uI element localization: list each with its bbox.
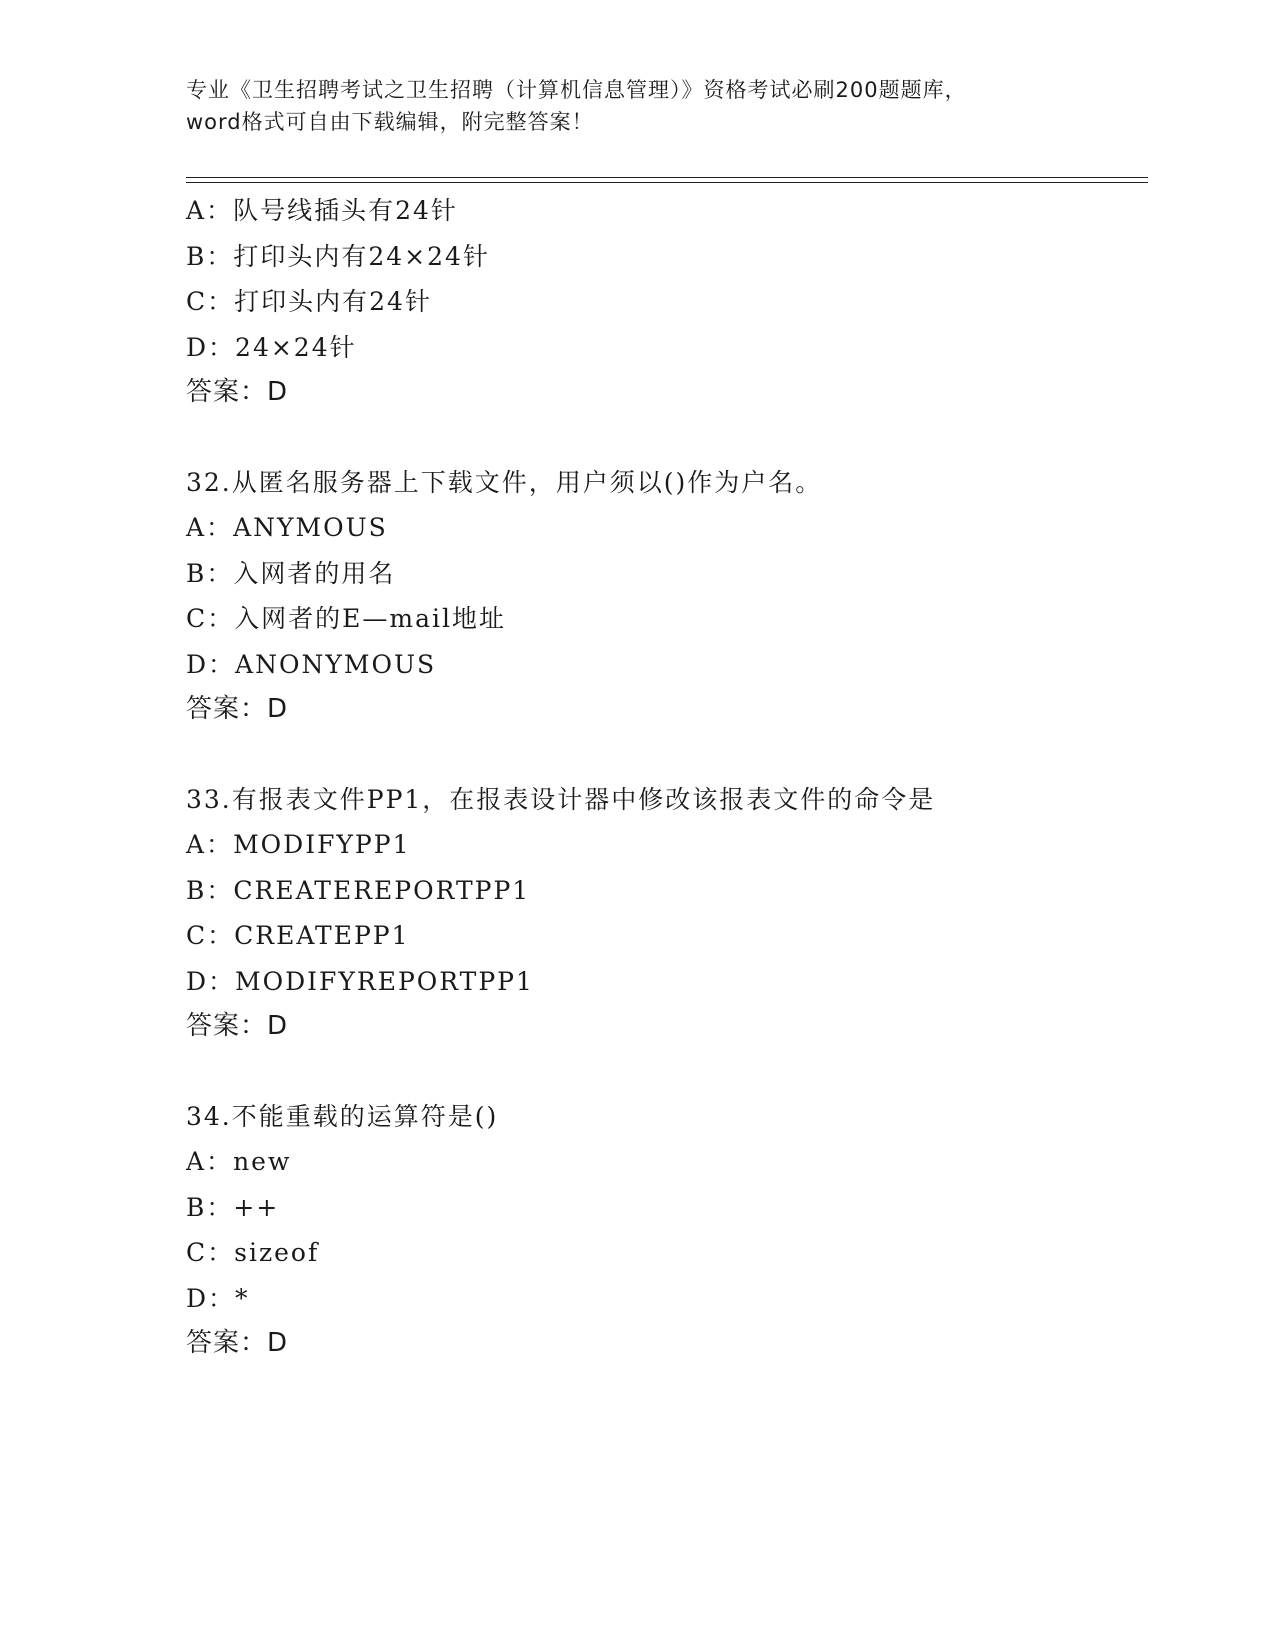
option-label: D： <box>186 332 236 362</box>
option-c <box>186 1230 1146 1276</box>
option-label: D： <box>186 649 236 679</box>
option-label: C： <box>186 604 235 633</box>
option-text: ++ <box>233 1192 280 1222</box>
answer-line: 答案：D <box>186 694 289 724</box>
header-divider-bottom <box>186 182 1148 183</box>
option-c <box>186 596 1146 642</box>
answer-line: 答案：D <box>186 1328 289 1358</box>
option-text: MODIFYPP1 <box>233 830 411 859</box>
option-d <box>186 959 1146 1005</box>
option-a <box>186 188 1146 234</box>
option-text: 打印头内有24针 <box>234 287 432 316</box>
option-label: A： <box>186 1147 234 1176</box>
header-line-1: 专业《卫生招聘考试之卫生招聘（计算机信息管理）》资格考试必刷200题题库， <box>186 78 967 102</box>
question-stem: 32.从匿名服务器上下载文件，用户须以()作为户名。 <box>186 467 823 497</box>
option-text: ANONYMOUS <box>235 649 437 679</box>
option-label: B： <box>186 1192 234 1222</box>
option-a <box>186 505 1146 551</box>
question-block-34 <box>186 1094 1146 1367</box>
header-line-2: word格式可自由下载编辑，附完整答案！ <box>186 110 594 134</box>
option-text: ANYMOUS <box>233 513 388 542</box>
question-block-33 <box>186 777 1146 1050</box>
option-b <box>186 1185 1146 1231</box>
option-label: B： <box>186 875 234 905</box>
option-text: 24×24针 <box>235 332 357 362</box>
option-c <box>186 913 1146 959</box>
option-label: A： <box>186 196 234 225</box>
option-d <box>186 1276 1146 1322</box>
option-text: MODIFYREPORTPP1 <box>235 966 534 996</box>
option-text: 入网者的E—mail地址 <box>234 604 506 633</box>
option-text: new <box>233 1147 292 1176</box>
option-label: C： <box>186 287 235 316</box>
option-d <box>186 642 1146 688</box>
option-text: 打印头内有24×24针 <box>233 241 490 271</box>
option-a <box>186 1139 1146 1185</box>
option-label: B： <box>186 241 234 271</box>
question-block-32 <box>186 460 1146 733</box>
header-divider-top <box>186 177 1148 178</box>
option-a <box>186 822 1146 868</box>
option-text: CREATEREPORTPP1 <box>233 875 531 905</box>
option-text: 队号线插头有24针 <box>233 196 458 225</box>
spacer <box>186 416 1146 460</box>
option-text: CREATEPP1 <box>234 921 410 950</box>
option-b <box>186 551 1146 597</box>
option-label: A： <box>186 830 234 859</box>
option-text: * <box>235 1283 250 1313</box>
option-b <box>186 868 1146 914</box>
question-list <box>186 188 1146 1367</box>
answer-line: 答案：D <box>186 1011 289 1041</box>
option-b <box>186 234 1146 280</box>
option-label: D： <box>186 966 236 996</box>
document-header <box>186 74 1106 138</box>
spacer <box>186 733 1146 777</box>
option-label: B： <box>186 558 234 588</box>
option-text: sizeof <box>234 1238 320 1267</box>
question-stem: 33.有报表文件PP1，在报表设计器中修改该报表文件的命令是 <box>186 784 936 814</box>
option-d <box>186 325 1146 371</box>
option-label: A： <box>186 513 234 542</box>
option-text: 入网者的用名 <box>233 558 396 588</box>
option-c <box>186 279 1146 325</box>
spacer <box>186 1050 1146 1094</box>
option-label: C： <box>186 921 235 950</box>
answer-line: 答案：D <box>186 377 289 407</box>
question-stem: 34.不能重载的运算符是() <box>186 1101 499 1131</box>
question-block-partial <box>186 188 1146 416</box>
option-label: C： <box>186 1238 235 1267</box>
option-label: D： <box>186 1283 236 1313</box>
